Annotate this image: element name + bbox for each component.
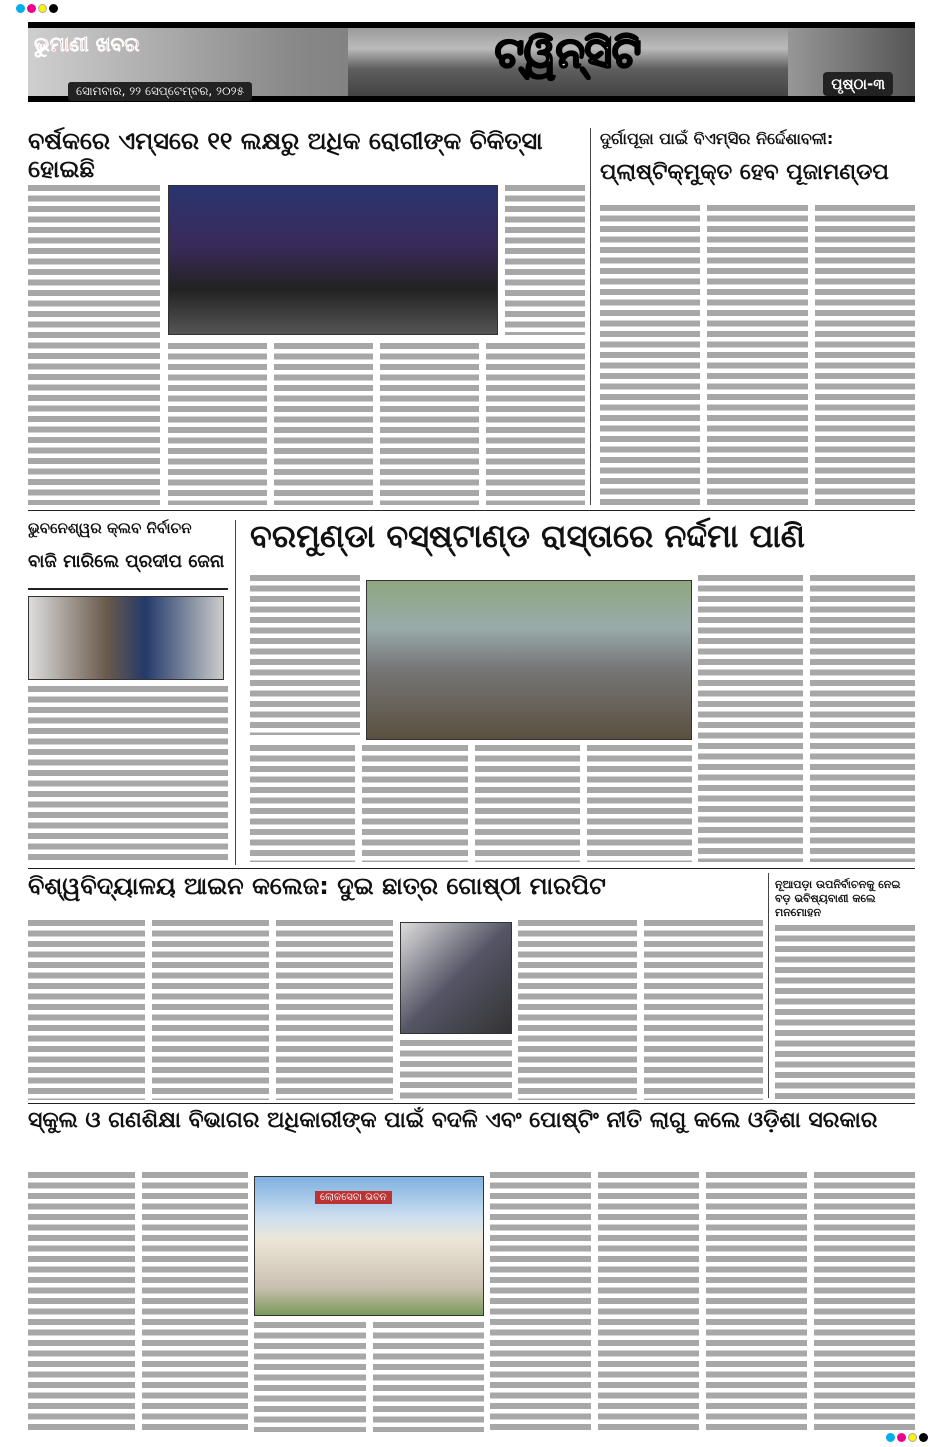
article-body <box>698 575 915 862</box>
column-divider <box>235 520 236 865</box>
masthead <box>28 22 915 102</box>
headline-aiims: ବର୍ଷକରେ ଏମ୍ସରେ ୧୧ ଲକ୍ଷରୁ ଅଧିକ ରୋଗୀଙ୍କ ଚିକିତ୍ସା ହୋଇଛି <box>28 127 543 183</box>
section-name: ଭୁମାଣୀ ଖବର <box>34 32 140 56</box>
section-divider <box>28 868 915 869</box>
headline-baramunda: ବରମୁଣ୍ଡା ବସ୍‌ଷ୍ଟାଣ୍ଡ ରାସ୍ତାରେ ନର୍ଦ୍ଦମା ପାଣି <box>250 517 805 555</box>
photo-pradeep-jena <box>28 596 224 680</box>
photo-lok-seva-bhawan <box>254 1176 484 1316</box>
article-body <box>775 925 915 1100</box>
section-divider <box>28 1103 915 1104</box>
kicker-durga: ଦୁର୍ଗାପୂଜା ପାଇଁ ବିଏମ୍‌ସିର ନିର୍ଦ୍ଦେଶାବଳୀ: <box>600 129 834 148</box>
column-divider <box>768 873 769 1098</box>
column-divider <box>590 128 591 505</box>
headline-transfer: ସ୍କୁଲ ଓ ଗଣଶିକ୍ଷା ବିଭାଗର ଅଧିକାରୀଙ୍କ ପାଇଁ ବଦଳି ଏବଂ ପୋଷ୍ଟିଂ ନୀତି ଲାଗୁ କଲେ ଓଡ଼ିଶା ସରକାର <box>28 1108 878 1133</box>
photo-aiims-event <box>168 185 498 335</box>
photo-sewage-road <box>366 580 692 740</box>
article-body <box>600 205 915 505</box>
registration-marks <box>16 4 58 13</box>
headline-nuapada: ନୂଆପଡ଼ା ଉପନିର୍ବାଚନକୁ ନେଇ ବଡ଼ ଭବିଷ୍ୟବାଣୀ କଲେ ମନମୋହନ <box>775 878 901 919</box>
article-body <box>400 1040 512 1100</box>
article-body <box>518 920 763 1100</box>
building-sign: ଲୋକସେବା ଭବନ <box>315 1191 392 1204</box>
article-body <box>28 920 393 1100</box>
article-body <box>28 185 160 505</box>
issue-date: ସୋମବାର, ୨୨ ସେପ୍ଟେମ୍ବର, ୨୦୨୫ <box>68 82 252 101</box>
photo-student-clash <box>400 922 512 1034</box>
divider <box>28 588 228 590</box>
registration-marks <box>886 1433 928 1442</box>
article-body <box>28 686 228 861</box>
kicker-club: ଭୁବନେଶ୍ୱର କ୍ଲବ ନିର୍ବାଚନ <box>28 519 192 537</box>
headline-club: ବାଜି ମାରିଲେ ପ୍ରଦୀପ ଜେନା <box>28 551 225 572</box>
article-body <box>505 185 585 335</box>
section-divider <box>28 510 915 511</box>
page-number: ପୃଷ୍ଠା-୩ <box>823 72 893 96</box>
headline-law-college: ବିଶ୍ୱବିଦ୍ୟାଳୟ ଆଇନ କଲେଜ: ଦୁଇ ଛାତ୍ର ଗୋଷ୍ଠୀ ମାରପିଟ <box>28 872 606 900</box>
masthead-title: ଟ୍ୱିନ୍‌ସିଟି <box>494 28 642 77</box>
article-body <box>250 745 692 862</box>
article-body <box>490 1172 915 1432</box>
headline-durga: ପ୍ଲାଷ୍ଟିକ୍‌ମୁକ୍ତ ହେବ ପୂଜାମଣ୍ଡପ <box>600 160 889 185</box>
article-body <box>250 575 360 735</box>
article-body <box>28 1172 248 1432</box>
article-body <box>168 343 585 505</box>
article-body <box>254 1322 484 1432</box>
